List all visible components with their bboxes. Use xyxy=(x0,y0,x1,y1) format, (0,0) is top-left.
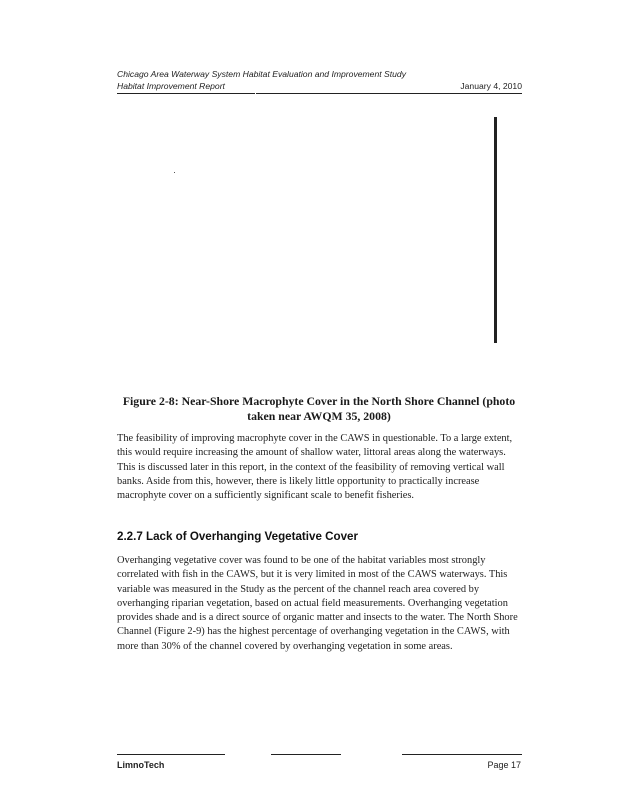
header-rule xyxy=(117,93,255,94)
company-name: LimnoTech xyxy=(117,760,165,770)
footer-rule-right xyxy=(402,754,522,755)
report-subtitle: Habitat Improvement Report xyxy=(117,81,225,91)
figure-photo xyxy=(117,104,502,384)
page-number: Page 17 xyxy=(487,760,521,770)
footer-rule-left xyxy=(117,754,225,755)
report-date: January 4, 2010 xyxy=(460,81,522,91)
figure-caption: Figure 2-8: Near-Shore Macrophyte Cover in the North Shore Channel (photo taken near AWQM 35, 2008) xyxy=(122,394,516,423)
photo-edge xyxy=(494,117,497,343)
paragraph-macrophyte: The feasibility of improving macrophyte cover in the CAWS in questionable. To a large extent, this would require increasing the amount of shallow water, littoral areas along the waterways. This is discussed later in this report, in the context of the feasibility of removing vertical wall banks. Aside from this, however, there is likely little opportunity to practically increase macrophyte cover on a sufficiently significant scale to benefit fisheries. xyxy=(117,433,513,502)
header-rule-right xyxy=(256,93,522,94)
paragraph-overhanging-cover: Overhanging vegetative cover was found to be one of the habitat variables most strongly correlated with fish in the CAWS, but it is very limited in most of the CAWS waterways. This variable was measured in the Study as the percent of the channel reach area covered by overhanging riparian vegetation, based on actual field measurements. Overhanging vegetation provides shade and is a direct source of organic matter and insects to the water. The North Shore Channel (Figure 2-9) has the highest percentage of overhanging vegetation in the CAWS, with more than 30% of the channel covered by overhanging vegetation in some areas. xyxy=(117,555,518,652)
footer-rule-middle xyxy=(271,754,341,755)
report-title: Chicago Area Waterway System Habitat Evaluation and Improvement Study xyxy=(117,69,406,79)
section-heading: 2.2.7 Lack of Overhanging Vegetative Cover xyxy=(117,530,358,543)
photo-artifact xyxy=(174,172,175,173)
